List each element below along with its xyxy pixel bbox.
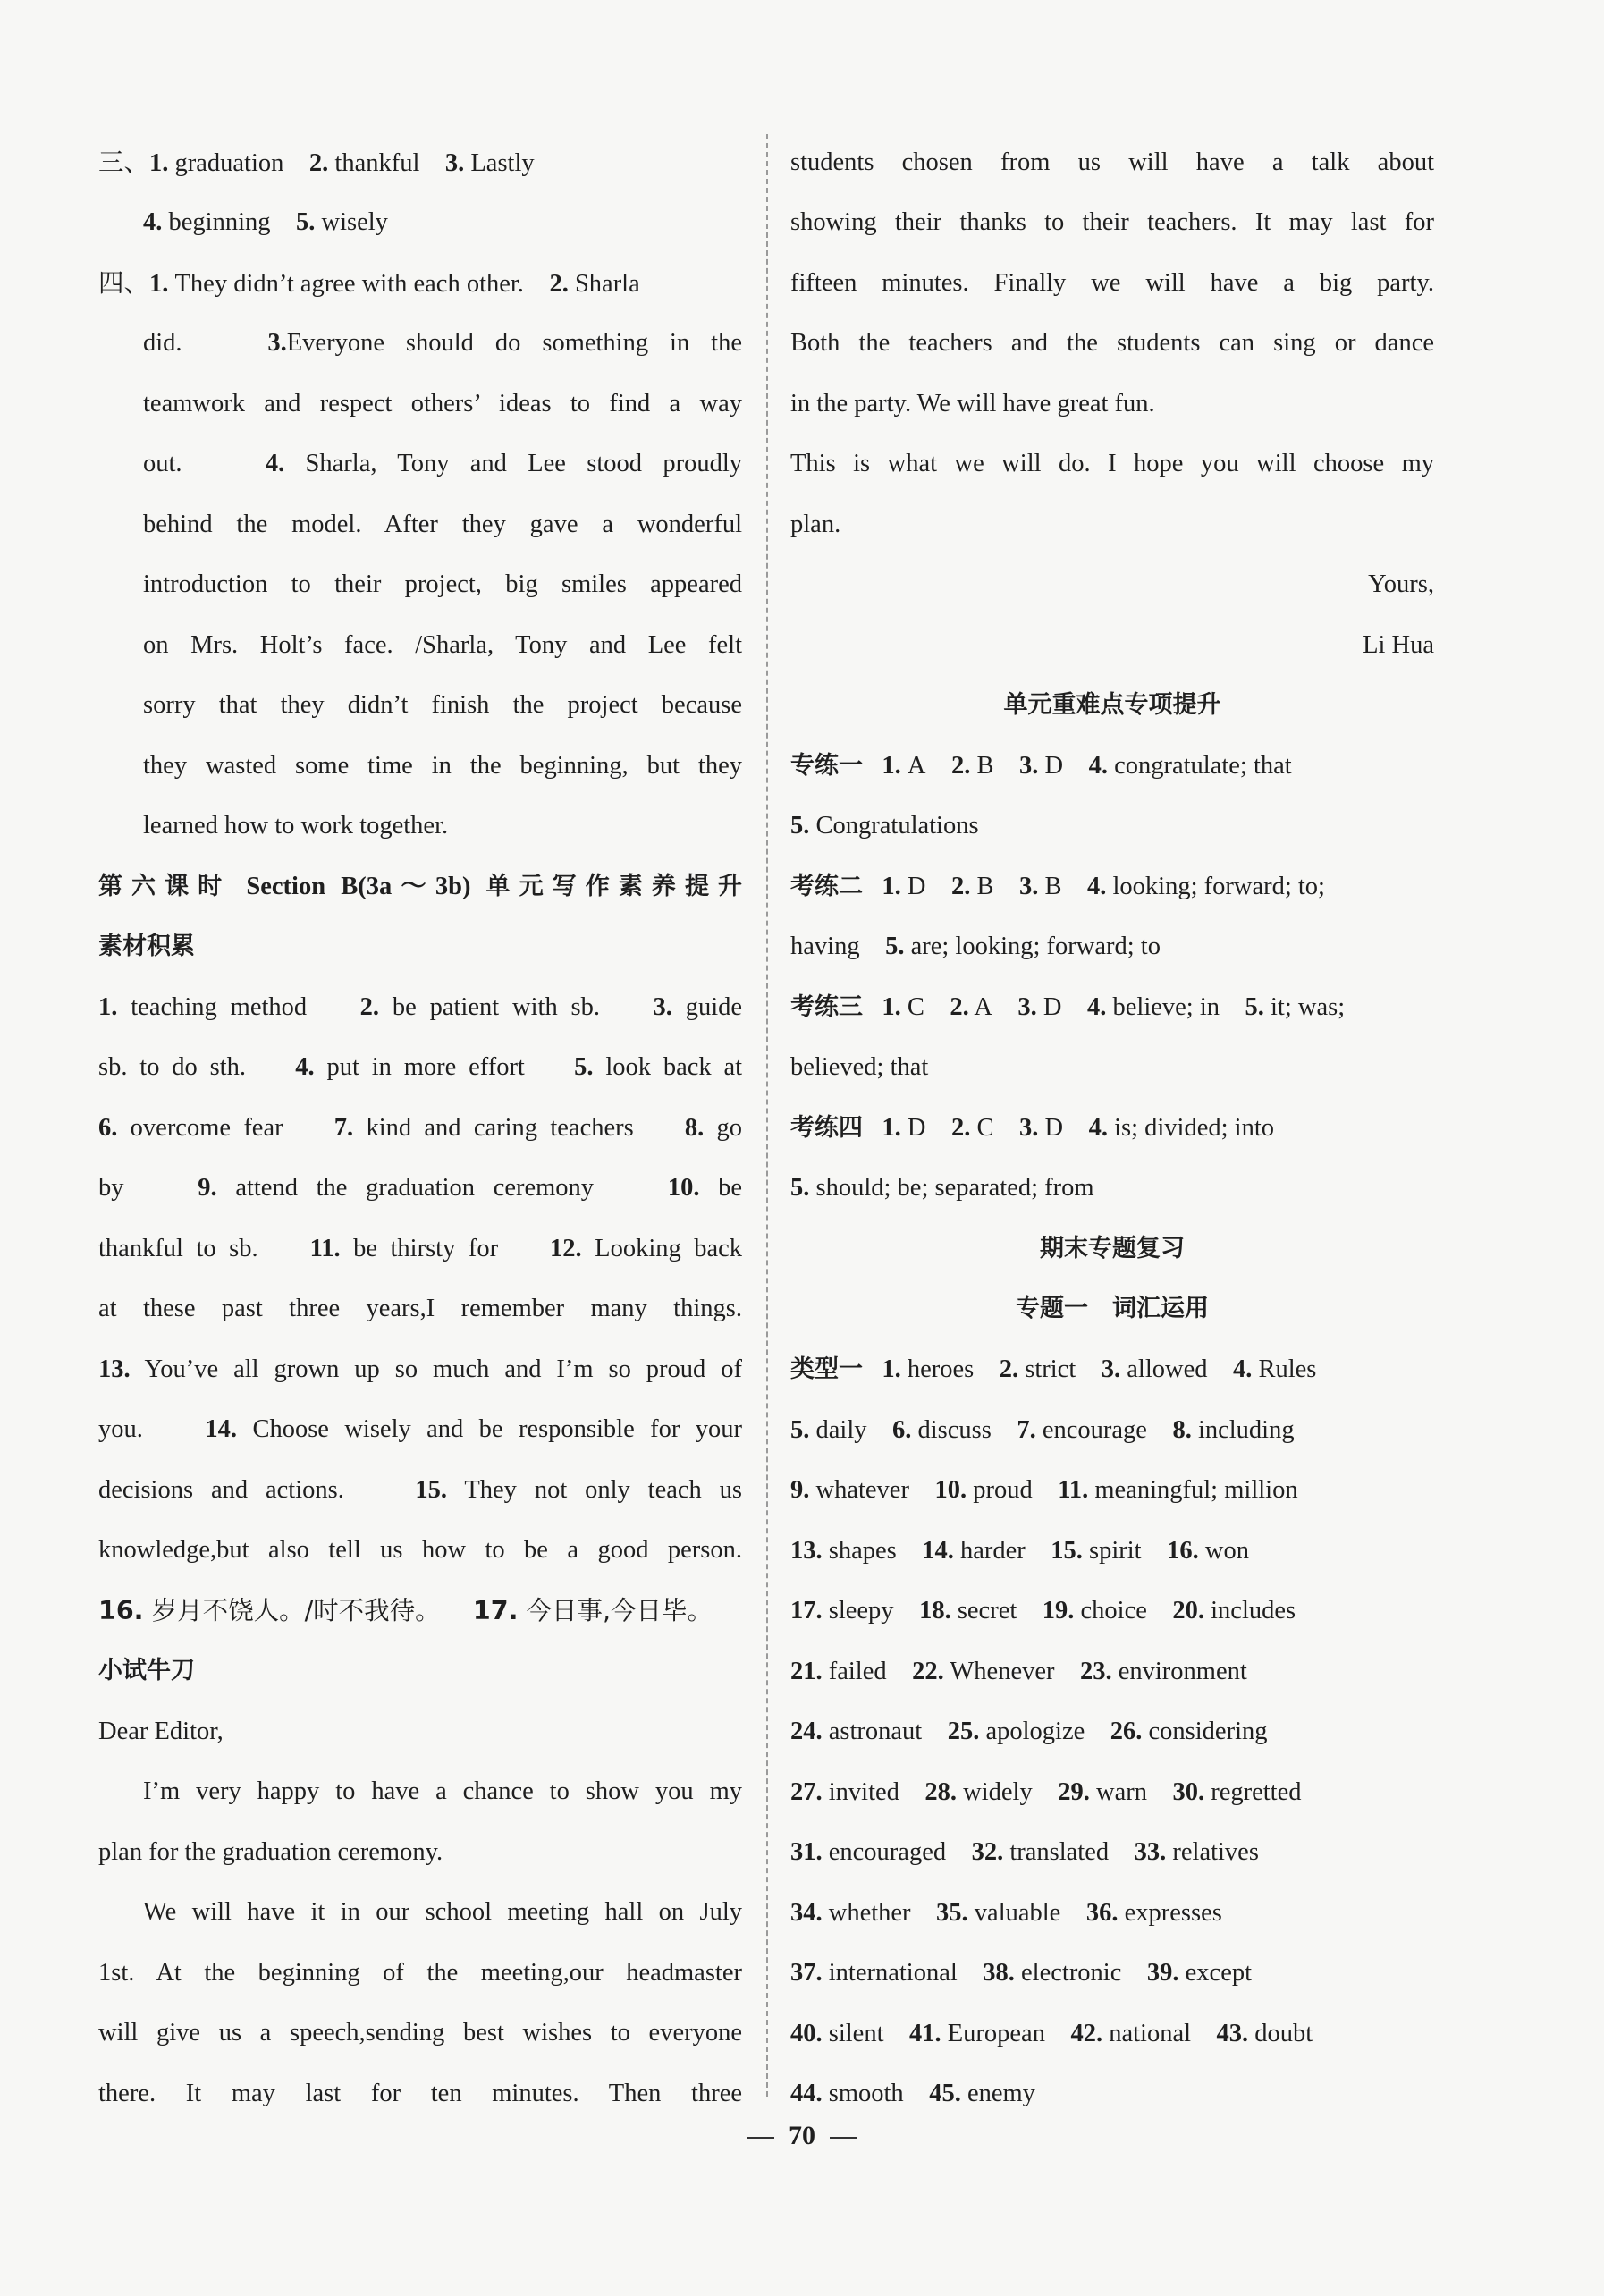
answer-text: regretted [1211, 1777, 1302, 1806]
item-number: 29. [1058, 1777, 1090, 1806]
page-number-text: 70 [789, 2121, 815, 2150]
answer-text: astronaut [828, 1718, 923, 1745]
item-number: 4. [1088, 752, 1108, 780]
item-number: 5. [790, 812, 810, 840]
answer-text: are; looking; forward; to [910, 933, 1161, 960]
answer-text: attend the graduation ceremony [235, 1174, 595, 1202]
vocab-line [790, 1656, 1434, 1688]
answer-text: widely [963, 1777, 1033, 1806]
item-number: 32. [971, 1838, 1004, 1866]
section-4-line: on Mrs. Holt’s face. /Sharla, Tony and Lee felt [143, 631, 742, 659]
answer-text: valuable [974, 1898, 1061, 1927]
item-number: 5. [1245, 993, 1264, 1021]
answer-text: by [98, 1174, 124, 1202]
answer-text: kind and caring teachers [366, 1114, 634, 1142]
item-number: 5. [790, 1174, 810, 1202]
item-number: 1. [882, 873, 901, 900]
lesson-section: Section B(3a～3b) [246, 873, 471, 900]
answer-text: be thirsty for [353, 1235, 499, 1262]
section-3-answers [98, 147, 742, 180]
item-number: 17. [790, 1597, 823, 1625]
item-number: 3. [444, 149, 465, 177]
item-number: 45. [929, 2080, 961, 2107]
item-number: 22. [912, 1657, 944, 1685]
item-number: 4. [143, 208, 163, 236]
answer-text: D [1043, 993, 1062, 1021]
section-4-line: behind the model. After they gave a wonderful [143, 511, 742, 538]
section-4-line: sorry that they didn’t finish the project because [143, 691, 742, 719]
answer-line [98, 1172, 742, 1204]
answer-text: encouraged [828, 1838, 947, 1866]
answer-line [98, 1414, 742, 1446]
answer-line [882, 1114, 1274, 1142]
item-number: 9. [790, 1476, 810, 1504]
item-number: 17. [472, 1596, 519, 1625]
lesson-subtitle: 单元写作素养提升 [485, 873, 743, 900]
item-number: 2. [950, 752, 971, 780]
answer-text: be patient with sb. [392, 993, 601, 1021]
answer-line [98, 1112, 742, 1144]
answer-text: harder [959, 1536, 1026, 1565]
letter-line: students chosen from us will have a talk about [790, 148, 1434, 176]
answer-text: failed [828, 1657, 887, 1685]
answer-text: D [1044, 1114, 1064, 1142]
item-number: 4. [1088, 1114, 1108, 1142]
item-number: 2. [308, 149, 329, 177]
exercise-4-line [790, 1112, 1434, 1144]
letter-closing: Yours, [1368, 570, 1434, 598]
item-number: 8. [684, 1114, 705, 1142]
item-number: 4. [1087, 873, 1107, 900]
answer-text: B [976, 873, 994, 900]
answer-text: apologize [985, 1718, 1085, 1745]
section-label: 四、 [98, 268, 150, 298]
answer-text: enemy [967, 2080, 1035, 2107]
item-number: 25. [947, 1718, 980, 1745]
item-number: 3. [1018, 1114, 1039, 1142]
answer-text: looking; forward; to; [1112, 873, 1325, 900]
answer-line: at these past three years,I remember many things. [98, 1295, 742, 1322]
answer-text: guide [685, 993, 743, 1021]
answer-text: meaningful; million [1094, 1476, 1298, 1504]
item-number: 41. [909, 2019, 941, 2047]
item-number: 8. [1172, 1415, 1192, 1444]
answer-text: allowed [1127, 1355, 1208, 1383]
answer-text: B [976, 752, 994, 780]
letter-line: plan. [790, 511, 841, 538]
item-number: 5. [296, 208, 316, 236]
vocab-line [790, 1777, 1434, 1809]
item-number: 6. [98, 1114, 118, 1142]
item-number: 18. [919, 1597, 951, 1625]
answer-text: doubt [1254, 2019, 1313, 2047]
item-number: 10. [934, 1476, 967, 1504]
section-label: 三、 [98, 148, 150, 177]
letter-line: will give us a speech,sending best wishes to everyone [98, 2019, 742, 2047]
exercise-2-line [790, 871, 1434, 903]
answer-text: They didn’t agree with each other. [174, 270, 524, 298]
answer-line [98, 1474, 742, 1507]
item-number: 16. [98, 1596, 144, 1625]
letter-line: We will have it in our school meeting hall on July [143, 1898, 742, 1926]
answer-text: Sharla [574, 270, 640, 298]
answer-text: sb. to do sth. [98, 1053, 246, 1081]
item-number: 31. [790, 1838, 823, 1866]
answer-text: Sharla, Tony and Lee stood proudly [305, 450, 742, 477]
answer-text: teaching method [131, 993, 308, 1021]
answer-text: translated [1009, 1838, 1110, 1866]
item-number: 1. [882, 752, 901, 780]
item-number: 5. [790, 1415, 810, 1444]
exercise-label: 考练四 [790, 1114, 863, 1142]
answer-text: invited [828, 1777, 899, 1806]
item-number: 23. [1079, 1657, 1112, 1685]
item-number: 16. [1167, 1536, 1199, 1565]
answer-text: secret [957, 1597, 1017, 1625]
materials-heading: 素材积累 [98, 933, 195, 960]
answer-text: look back at [605, 1053, 743, 1081]
letter-line: This is what we will do. I hope you will choose my [790, 450, 1434, 477]
answer-text: D [907, 873, 926, 900]
exercise-label: 考练二 [790, 873, 863, 900]
item-number: 6. [892, 1415, 912, 1444]
answer-text: considering [1148, 1718, 1268, 1745]
vocab-line [790, 1897, 1434, 1929]
answer-text: Congratulations [815, 812, 979, 840]
answer-text: it; was; [1271, 993, 1346, 1021]
letter-line: in the party. We will have great fun. [790, 390, 1155, 418]
answer-line: believed; that [790, 1053, 929, 1081]
item-number: 4. [1087, 993, 1107, 1021]
item-number: 39. [1146, 1959, 1179, 1987]
column-divider [766, 134, 768, 2097]
item-number: 40. [790, 2019, 823, 2047]
section-4-line: teamwork and respect others’ ideas to find a way [143, 390, 742, 418]
vocab-line [790, 1595, 1434, 1627]
exercise-3-line [790, 992, 1434, 1024]
letter-line: showing their thanks to their teachers. It may last for [790, 208, 1434, 236]
answer-text: smooth [828, 2080, 904, 2107]
answer-text: Choose wisely and be responsible for your [252, 1415, 742, 1443]
item-number: 2. [999, 1355, 1019, 1383]
answer-text: Rules [1258, 1355, 1317, 1383]
answer-text: C [976, 1114, 994, 1142]
answer-text: won [1204, 1536, 1249, 1565]
answer-text: expresses [1124, 1898, 1222, 1927]
item-number: 11. [309, 1235, 341, 1262]
answer-text: environment [1118, 1657, 1247, 1685]
item-number: 4. [1232, 1355, 1253, 1383]
item-number: 14. [922, 1536, 954, 1565]
section-4-line: did. 3.Everyone should do something in the [143, 329, 742, 357]
item-number: 11. [1058, 1476, 1089, 1504]
answer-line [790, 931, 1434, 963]
answer-text: discuss [917, 1415, 992, 1444]
answer-text: be [718, 1174, 743, 1202]
vocab-line [790, 1957, 1434, 1989]
answer-text: whether [828, 1898, 911, 1927]
letter-line: there. It may last for ten minutes. Then three [98, 2080, 742, 2107]
vocab-line [790, 1716, 1434, 1748]
answer-text: C [907, 993, 924, 1021]
item-number: 20. [1172, 1597, 1205, 1625]
answer-text: B [1044, 873, 1062, 900]
item-number: 14. [205, 1415, 238, 1443]
answer-text: Whenever [950, 1657, 1055, 1685]
section-4-line: they wasted some time in the beginning, but they [143, 752, 742, 780]
answer-text: A [974, 993, 992, 1021]
vocab-line [790, 1535, 1434, 1567]
answer-line [98, 1051, 742, 1084]
vocab-line [790, 1836, 1434, 1869]
item-number: 43. [1216, 2019, 1249, 2047]
item-number: 1. [98, 993, 118, 1021]
answer-text: proud [973, 1476, 1033, 1504]
item-number: 1. [882, 1114, 901, 1142]
item-number: 2. [950, 873, 971, 900]
item-number: 35. [936, 1898, 968, 1927]
answer-text: 岁月不饶人。/时不我待。 [151, 1596, 441, 1625]
item-number: 4. [295, 1053, 315, 1081]
section-4-line: learned how to work together. [143, 812, 449, 840]
item-number: 2. [950, 993, 969, 1021]
answer-text: choice [1080, 1597, 1147, 1625]
item-number: 3. [1018, 873, 1039, 900]
answer-text: having [790, 933, 860, 960]
answer-text: heroes [907, 1355, 975, 1383]
section-4-line: out. 4. Sharla, Tony and Lee stood proudly [143, 450, 742, 477]
answer-text: national [1109, 2019, 1192, 2047]
answer-text: shapes [828, 1536, 897, 1565]
answer-line [882, 873, 1325, 900]
item-number: 12. [550, 1235, 582, 1262]
answer-text: believe; in [1112, 993, 1220, 1021]
letter-signature: Li Hua [1363, 631, 1434, 659]
exercise-label: 考练三 [790, 993, 863, 1021]
item-number: 38. [983, 1959, 1015, 1987]
answer-text: strict [1025, 1355, 1076, 1383]
page-number [0, 2121, 1604, 2151]
item-number: 1. [149, 149, 169, 177]
item-number: 37. [790, 1959, 823, 1987]
answer-text: decisions and actions. [98, 1476, 344, 1504]
answer-line: knowledge,but also tell us how to be a good person. [98, 1536, 742, 1564]
item-number: 19. [1042, 1597, 1075, 1625]
item-number: 21. [790, 1657, 823, 1685]
item-number: 34. [790, 1898, 823, 1927]
item-number: 5. [885, 933, 905, 960]
item-number: 1. [882, 1355, 901, 1383]
answer-text: put in more effort [326, 1053, 525, 1081]
answer-text: D [907, 1114, 926, 1142]
answer-text: D [1044, 752, 1064, 780]
item-number: 15. [415, 1476, 447, 1504]
vocab-line [790, 2078, 1434, 2110]
answer-text: A [907, 752, 926, 780]
answer-text: including [1197, 1415, 1295, 1444]
item-number: 7. [333, 1114, 354, 1142]
letter-line: plan for the graduation ceremony. [98, 1838, 443, 1866]
answer-text: European [947, 2019, 1045, 2047]
answer-text: encourage [1042, 1415, 1147, 1444]
answer-text: wisely [321, 208, 388, 236]
section-4-line: 四、1. They didn’t agree with each other. 2. Sharla [98, 268, 640, 298]
item-number: 27. [790, 1777, 823, 1806]
answer-text: should; be; separated; from [815, 1174, 1094, 1202]
item-number: 10. [667, 1174, 700, 1202]
item-number: 36. [1085, 1898, 1119, 1927]
answer-text: out. [143, 450, 182, 477]
answer-text: relatives [1172, 1838, 1259, 1866]
answer-text: They not only teach us [464, 1476, 743, 1504]
trial-heading: 小试牛刀 [98, 1657, 195, 1684]
section-4-line: introduction to their project, big smiles appeared [143, 570, 742, 598]
answer-text: electronic [1021, 1959, 1122, 1987]
answer-text: go [716, 1114, 743, 1142]
vocab-line [790, 1474, 1434, 1507]
final-review-heading: 期末专题复习 [1040, 1235, 1185, 1262]
answer-line [882, 752, 1291, 780]
item-number: 3. [653, 993, 672, 1021]
answer-text: beginning [168, 208, 271, 236]
answer-text: Looking back [595, 1235, 743, 1262]
answer-text: you. [98, 1415, 143, 1443]
lesson-title: 第六课时 [98, 873, 232, 900]
answer-text: silent [828, 2019, 884, 2047]
answer-text: graduation [174, 149, 284, 177]
answer-text: except [1185, 1959, 1253, 1987]
answer-text: spirit [1089, 1536, 1142, 1565]
answer-text: daily [815, 1415, 867, 1444]
answer-line [98, 1354, 742, 1386]
answer-line [149, 149, 535, 177]
item-number: 7. [1017, 1415, 1036, 1444]
answer-line [98, 992, 742, 1024]
letter-line: fifteen minutes. Finally we will have a big party. [790, 269, 1434, 297]
item-number: 2. [359, 993, 379, 1021]
letter-line: Both the teachers and the students can sing or dance [790, 329, 1434, 357]
vocab-line [790, 2018, 1434, 2050]
letter-line: 1st. At the beginning of the meeting,our headmaster [98, 1959, 742, 1987]
item-number: 13. [98, 1355, 131, 1383]
answer-text: did. [143, 329, 182, 357]
item-number: 15. [1051, 1536, 1083, 1565]
answer-text: congratulate; that [1114, 752, 1292, 780]
item-number: 30. [1172, 1777, 1205, 1806]
item-number: 3. [1017, 993, 1037, 1021]
item-number: 24. [790, 1718, 823, 1745]
answer-line [790, 1172, 1434, 1204]
answer-text: sleepy [828, 1597, 894, 1625]
answer-line [882, 993, 1345, 1021]
topic-1-heading: 专题一 词汇运用 [1016, 1295, 1209, 1322]
answer-line [790, 810, 1434, 842]
letter-salutation: Dear Editor, [98, 1718, 224, 1745]
item-number: 42. [1070, 2019, 1103, 2047]
item-number: 2. [950, 1114, 971, 1142]
answer-text: thankful to sb. [98, 1235, 258, 1262]
item-number: 33. [1134, 1838, 1167, 1866]
answer-line [98, 1595, 742, 1627]
answer-text: You’ve all grown up so much and I’m so proud of [144, 1355, 742, 1383]
item-number: 9. [198, 1174, 217, 1202]
item-number: 1. [882, 993, 901, 1021]
unit-heading: 单元重难点专项提升 [1003, 691, 1221, 719]
vocab-line [790, 1414, 1434, 1447]
answer-text: Lastly [470, 149, 535, 177]
answer-text: international [828, 1959, 958, 1987]
answer-line [98, 207, 742, 239]
exercise-label: 专练一 [790, 752, 863, 780]
answer-text: thankful [334, 149, 420, 177]
answer-text: warn [1095, 1777, 1147, 1806]
item-number: 26. [1110, 1718, 1143, 1745]
answer-text: Everyone should do something in the [286, 329, 742, 357]
answer-text: is; divided; into [1114, 1114, 1274, 1142]
lesson-6-heading [98, 871, 742, 903]
answer-text: 今日事,今日毕。 [526, 1596, 713, 1625]
item-number: 3. [1018, 752, 1039, 780]
answer-text: whatever [815, 1476, 909, 1504]
answer-text: overcome fear [130, 1114, 283, 1142]
type-label: 类型一 [790, 1355, 863, 1383]
exercise-1-line [790, 750, 1434, 782]
letter-line: I’m very happy to have a chance to show you my [143, 1777, 742, 1805]
answer-text: includes [1211, 1597, 1296, 1625]
vocab-line [790, 1354, 1434, 1386]
item-number: 28. [924, 1777, 958, 1806]
item-number: 13. [790, 1536, 823, 1565]
answer-line [98, 1233, 742, 1265]
item-number: 3. [1101, 1355, 1121, 1383]
item-number: 44. [790, 2080, 823, 2107]
item-number: 5. [574, 1053, 594, 1081]
